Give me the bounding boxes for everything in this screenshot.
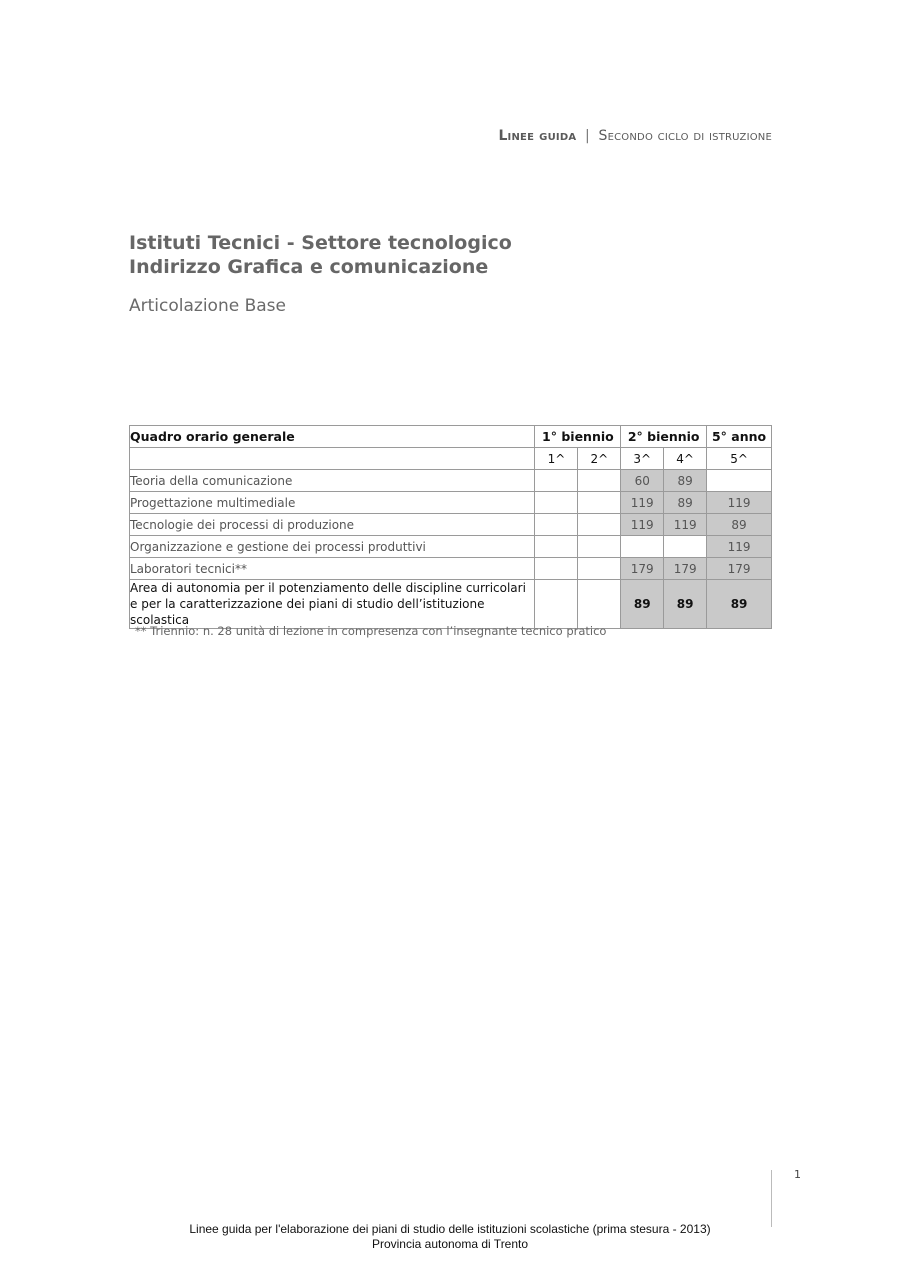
subject-name: Organizzazione e gestione dei processi produttivi [130,536,535,558]
group-header-first-biennium: 1° biennio [535,426,621,448]
page-subtitle: Articolazione Base [129,296,286,316]
hours-cell [535,558,578,580]
hours-cell: 89 [664,580,707,629]
group-header-second-biennium: 2° biennio [621,426,707,448]
year-label: 4^ [664,448,707,470]
header-series: Linee guida [498,128,577,144]
table-row [130,492,772,514]
hours-cell [578,470,621,492]
hours-cell: 89 [707,514,772,536]
table-footnote: ** Triennio: n. 28 unità di lezione in compresenza con l’insegnante tecnico pratico [135,624,607,638]
autonomy-line-2: e per la caratterizzazione dei piani di studio dell’istituzione scolastica [130,597,485,627]
subject-name: Laboratori tecnici** [130,558,535,580]
group-header-fifth-year: 5° anno [707,426,772,448]
hours-cell: 119 [707,536,772,558]
year-labels-row [130,448,772,470]
page-number: 1 [794,1168,801,1181]
hours-cell: 89 [664,492,707,514]
subject-name: Progettazione multimediale [130,492,535,514]
hours-cell [664,536,707,558]
autonomy-row [130,580,772,629]
running-header [498,128,772,144]
hours-cell: 89 [707,580,772,629]
hours-cell: 60 [621,470,664,492]
page-footer [0,1222,900,1252]
hours-cell: 179 [621,558,664,580]
autonomy-line-1: Area di autonomia per il potenziamento delle discipline curricolari [130,581,526,595]
footer-line-1: Linee guida per l'elaborazione dei piani di studio delle istituzioni scolastiche (prima stesura - 2013) [189,1222,711,1236]
table-row [130,558,772,580]
hours-cell: 89 [664,470,707,492]
table-header-row [130,426,772,448]
table-heading: Quadro orario generale [130,426,535,448]
year-label: 1^ [535,448,578,470]
hours-cell [535,492,578,514]
table-row [130,470,772,492]
hours-cell: 179 [664,558,707,580]
hours-cell: 119 [621,514,664,536]
year-label: 2^ [578,448,621,470]
hours-cell: 179 [707,558,772,580]
hours-cell [578,514,621,536]
header-section: Secondo ciclo di istruzione [598,128,772,144]
hours-cell [535,470,578,492]
page-title-line-2: Indirizzo Grafica e comunicazione [129,256,489,278]
autonomy-description [130,580,535,629]
hours-cell [535,536,578,558]
hours-cell [578,492,621,514]
hours-cell: 119 [664,514,707,536]
hours-cell: 119 [707,492,772,514]
hours-cell: 119 [621,492,664,514]
hours-cell [707,470,772,492]
hours-cell [578,558,621,580]
hours-cell [578,536,621,558]
subject-name: Teoria della comunicazione [130,470,535,492]
hours-cell [535,580,578,629]
year-label: 3^ [621,448,664,470]
margin-divider [771,1170,772,1227]
timetable [129,425,772,629]
subject-name: Tecnologie dei processi di produzione [130,514,535,536]
page-title-line-1: Istituti Tecnici - Settore tecnologico [129,232,512,254]
header-separator: | [584,128,590,144]
hours-cell: 89 [621,580,664,629]
footer-line-2: Provincia autonoma di Trento [371,1237,529,1251]
hours-cell [621,536,664,558]
table-row [130,514,772,536]
hours-cell [535,514,578,536]
table-row [130,536,772,558]
year-label: 5^ [707,448,772,470]
empty-cell [130,448,535,470]
title-block [129,231,512,316]
hours-cell [578,580,621,629]
